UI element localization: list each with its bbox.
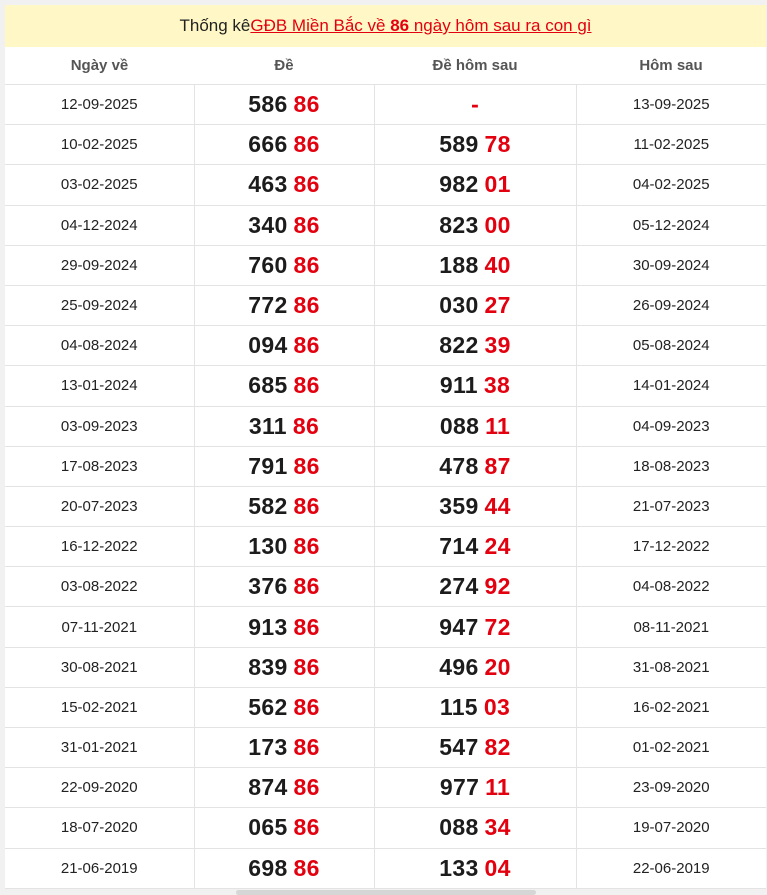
table-row [5, 366, 766, 406]
de-head-digits: 173 [248, 734, 288, 761]
de-tail-digits: 86 [293, 774, 320, 801]
next-number [439, 855, 510, 881]
cell-next-date: 05-08-2024 [576, 326, 766, 366]
de-number [248, 372, 319, 398]
table-row [5, 165, 766, 205]
table-row [5, 446, 766, 486]
next-number [439, 252, 510, 278]
next-head-digits: 115 [439, 693, 478, 720]
table-row [5, 567, 766, 607]
next-tail-digits: 39 [484, 332, 511, 359]
cell-next-date: 01-02-2021 [576, 728, 766, 768]
de-number [248, 292, 319, 318]
de-head-digits: 065 [248, 814, 288, 841]
next-tail-digits: 44 [484, 492, 511, 519]
cell-de [194, 768, 374, 808]
cell-de-hom-sau [374, 848, 576, 888]
cell-de-hom-sau [374, 768, 576, 808]
next-head-digits: 088 [439, 814, 479, 841]
cell-next-date: 30-09-2024 [576, 245, 766, 285]
next-number [439, 734, 510, 760]
de-head-digits: 130 [248, 533, 288, 560]
cell-de [194, 85, 374, 125]
cell-next-date: 21-07-2023 [576, 486, 766, 526]
de-head-digits: 340 [248, 211, 288, 238]
de-tail-digits: 86 [293, 734, 320, 761]
de-number [248, 91, 319, 117]
next-number [439, 493, 510, 519]
cell-de [194, 205, 374, 245]
table-row [5, 607, 766, 647]
table-row [5, 647, 766, 687]
cell-de [194, 165, 374, 205]
table-row [5, 768, 766, 808]
de-tail-digits: 86 [293, 91, 320, 118]
de-number [248, 252, 319, 278]
next-head-digits: 088 [439, 412, 480, 439]
cell-date: 15-02-2021 [5, 687, 194, 727]
de-number [248, 453, 319, 479]
next-tail-digits: 82 [484, 734, 511, 761]
cell-de [194, 728, 374, 768]
next-number [439, 614, 510, 640]
next-tail-digits: 11 [485, 412, 511, 439]
cell-date: 04-08-2024 [5, 326, 194, 366]
next-head-digits: 133 [439, 854, 479, 881]
cell-de-hom-sau [374, 607, 576, 647]
next-head-digits: 911 [439, 372, 478, 399]
cell-date: 03-08-2022 [5, 567, 194, 607]
cell-next-date: 16-02-2021 [576, 687, 766, 727]
cell-date: 31-01-2021 [5, 728, 194, 768]
cell-de-hom-sau [374, 285, 576, 325]
next-tail-digits: 78 [484, 131, 511, 158]
cell-date: 21-06-2019 [5, 848, 194, 888]
de-tail-digits: 86 [293, 131, 320, 158]
cell-date: 04-12-2024 [5, 205, 194, 245]
de-head-digits: 913 [248, 613, 288, 640]
next-number [439, 171, 510, 197]
cell-next-date: 23-09-2020 [576, 768, 766, 808]
cell-de-hom-sau [374, 808, 576, 848]
cell-de-hom-sau [374, 728, 576, 768]
cell-date: 16-12-2022 [5, 527, 194, 567]
cell-de-hom-sau [374, 687, 576, 727]
table-row [5, 848, 766, 888]
cell-date: 18-07-2020 [5, 808, 194, 848]
cell-de [194, 245, 374, 285]
next-number [439, 292, 510, 318]
next-tail-digits: 24 [484, 533, 511, 560]
title-link-part1: GĐB Miền Bắc về [250, 16, 391, 35]
de-head-digits: 376 [248, 573, 288, 600]
header-ngay-ve: Ngày về [5, 47, 194, 85]
table-row [5, 728, 766, 768]
table-row [5, 406, 766, 446]
next-tail-digits: 72 [484, 613, 511, 640]
cell-date: 03-09-2023 [5, 406, 194, 446]
cell-de [194, 848, 374, 888]
de-tail-digits: 86 [293, 211, 320, 238]
next-number [440, 774, 510, 800]
title-prefix: Thống kê [179, 16, 251, 35]
cell-de-hom-sau [374, 647, 576, 687]
next-head-digits: 822 [439, 332, 479, 359]
next-tail-digits: 04 [484, 854, 511, 881]
next-number [439, 654, 510, 680]
next-number [440, 372, 510, 398]
cell-date: 03-02-2025 [5, 165, 194, 205]
de-tail-digits: 86 [293, 653, 320, 680]
cell-de-hom-sau [374, 366, 576, 406]
next-head-digits: 977 [439, 774, 480, 801]
statistics-card [5, 5, 766, 889]
de-number [248, 533, 319, 559]
de-tail-digits: 86 [293, 372, 320, 399]
de-head-digits: 582 [248, 492, 288, 519]
cell-de [194, 285, 374, 325]
de-number [248, 855, 319, 881]
cell-de-hom-sau [374, 165, 576, 205]
cell-de-hom-sau [374, 205, 576, 245]
de-head-digits: 685 [248, 372, 288, 399]
next-tail-digits: 01 [484, 171, 511, 198]
de-tail-digits: 86 [293, 613, 320, 640]
de-head-digits: 874 [248, 774, 288, 801]
next-head-digits: 947 [439, 613, 479, 640]
de-head-digits: 839 [248, 653, 288, 680]
cell-date: 17-08-2023 [5, 446, 194, 486]
cell-de-hom-sau [374, 486, 576, 526]
cell-de [194, 567, 374, 607]
empty-result-dash: - [471, 91, 479, 118]
cell-next-date: 13-09-2025 [576, 85, 766, 125]
title-link-number: 86 [390, 16, 410, 35]
cell-de-hom-sau [374, 567, 576, 607]
table-row [5, 527, 766, 567]
de-head-digits: 463 [248, 171, 288, 198]
cell-next-date: 31-08-2021 [576, 647, 766, 687]
header-hom-sau: Hôm sau [576, 47, 766, 85]
header-de: Đề [194, 47, 374, 85]
cell-de [194, 326, 374, 366]
next-number [439, 332, 510, 358]
next-number [439, 131, 510, 157]
de-tail-digits: 86 [293, 492, 320, 519]
de-tail-digits: 86 [293, 332, 320, 359]
cell-de-hom-sau [374, 245, 576, 285]
cell-next-date: 19-07-2020 [576, 808, 766, 848]
cell-de-hom-sau [374, 527, 576, 567]
next-head-digits: 478 [439, 452, 479, 479]
table-header-row [5, 47, 766, 85]
de-number [248, 774, 319, 800]
de-number [248, 212, 319, 238]
table-row [5, 85, 766, 125]
table-row [5, 326, 766, 366]
cell-next-date: 04-08-2022 [576, 567, 766, 607]
de-tail-digits: 86 [293, 452, 320, 479]
de-number [248, 734, 319, 760]
next-tail-digits: 92 [484, 573, 511, 600]
next-tail-digits: 03 [483, 693, 511, 720]
de-tail-digits: 86 [293, 854, 320, 881]
table-row [5, 205, 766, 245]
cell-date: 22-09-2020 [5, 768, 194, 808]
de-tail-digits: 86 [293, 693, 320, 720]
page-title [5, 5, 766, 47]
horizontal-scrollbar[interactable] [236, 890, 536, 895]
de-head-digits: 094 [248, 332, 288, 359]
cell-de-hom-sau [374, 446, 576, 486]
de-head-digits: 760 [248, 251, 288, 278]
next-head-digits: 982 [439, 171, 479, 198]
de-number [248, 171, 319, 197]
cell-de [194, 687, 374, 727]
de-number [248, 694, 319, 720]
cell-de-hom-sau [374, 85, 576, 125]
cell-de [194, 366, 374, 406]
cell-next-date: 17-12-2022 [576, 527, 766, 567]
next-head-digits: 359 [439, 492, 479, 519]
cell-de [194, 486, 374, 526]
de-number [248, 654, 319, 680]
next-tail-digits: 00 [484, 211, 511, 238]
de-number [248, 814, 319, 840]
next-tail-digits: 34 [484, 814, 511, 841]
next-head-digits: 547 [439, 734, 479, 761]
cell-next-date: 04-09-2023 [576, 406, 766, 446]
next-head-digits: 496 [439, 653, 479, 680]
de-number [249, 413, 319, 439]
next-tail-digits: 20 [484, 653, 511, 680]
next-head-digits: 714 [439, 533, 479, 560]
cell-date: 10-02-2025 [5, 125, 194, 165]
de-number [248, 332, 319, 358]
cell-de-hom-sau [374, 326, 576, 366]
cell-de [194, 647, 374, 687]
cell-date: 07-11-2021 [5, 607, 194, 647]
cell-de [194, 527, 374, 567]
cell-de-hom-sau [374, 406, 576, 446]
cell-de-hom-sau [374, 125, 576, 165]
header-de-hom-sau: Đề hôm sau [374, 47, 576, 85]
de-number [248, 614, 319, 640]
next-number [439, 573, 510, 599]
cell-date: 30-08-2021 [5, 647, 194, 687]
table-row [5, 486, 766, 526]
table-row [5, 125, 766, 165]
table-row [5, 245, 766, 285]
table-row [5, 285, 766, 325]
de-head-digits: 562 [248, 693, 288, 720]
next-number [439, 453, 510, 479]
cell-date: 20-07-2023 [5, 486, 194, 526]
de-head-digits: 772 [248, 292, 288, 319]
de-tail-digits: 86 [293, 251, 320, 278]
de-tail-digits: 86 [293, 573, 320, 600]
next-number [439, 533, 510, 559]
cell-de [194, 406, 374, 446]
next-head-digits: 274 [439, 573, 479, 600]
de-head-digits: 311 [248, 412, 287, 439]
next-number [439, 212, 510, 238]
cell-de [194, 446, 374, 486]
cell-next-date: 26-09-2024 [576, 285, 766, 325]
cell-de [194, 808, 374, 848]
cell-date: 25-09-2024 [5, 285, 194, 325]
cell-date: 13-01-2024 [5, 366, 194, 406]
title-link-part2: ngày hôm sau ra con gì [409, 16, 592, 35]
results-table [5, 47, 766, 889]
de-tail-digits: 86 [293, 171, 320, 198]
table-row [5, 687, 766, 727]
de-tail-digits: 86 [293, 292, 320, 319]
de-tail-digits: 86 [293, 533, 320, 560]
table-row [5, 808, 766, 848]
cell-next-date: 22-06-2019 [576, 848, 766, 888]
de-head-digits: 586 [248, 91, 288, 118]
de-head-digits: 698 [248, 854, 288, 881]
cell-de [194, 607, 374, 647]
next-head-digits: 030 [439, 292, 479, 319]
title-link[interactable] [250, 16, 591, 36]
de-head-digits: 666 [248, 131, 288, 158]
cell-date: 29-09-2024 [5, 245, 194, 285]
de-number [248, 493, 319, 519]
cell-date: 12-09-2025 [5, 85, 194, 125]
next-head-digits: 188 [439, 251, 479, 278]
cell-next-date: 14-01-2024 [576, 366, 766, 406]
de-number [248, 573, 319, 599]
cell-next-date: 08-11-2021 [576, 607, 766, 647]
next-number [440, 694, 510, 720]
next-tail-digits: 11 [485, 774, 511, 801]
next-tail-digits: 27 [484, 292, 511, 319]
cell-next-date: 11-02-2025 [576, 125, 766, 165]
table-body [5, 85, 766, 889]
cell-next-date: 05-12-2024 [576, 205, 766, 245]
next-head-digits: 589 [439, 131, 479, 158]
next-head-digits: 823 [439, 211, 479, 238]
cell-next-date: 18-08-2023 [576, 446, 766, 486]
de-tail-digits: 86 [292, 412, 320, 439]
next-tail-digits: 87 [484, 452, 511, 479]
cell-de [194, 125, 374, 165]
de-number [248, 131, 319, 157]
next-tail-digits: 38 [483, 372, 511, 399]
next-tail-digits: 40 [484, 251, 511, 278]
de-tail-digits: 86 [293, 814, 320, 841]
next-number [440, 413, 510, 439]
next-number [439, 814, 510, 840]
de-head-digits: 791 [248, 452, 288, 479]
cell-next-date: 04-02-2025 [576, 165, 766, 205]
